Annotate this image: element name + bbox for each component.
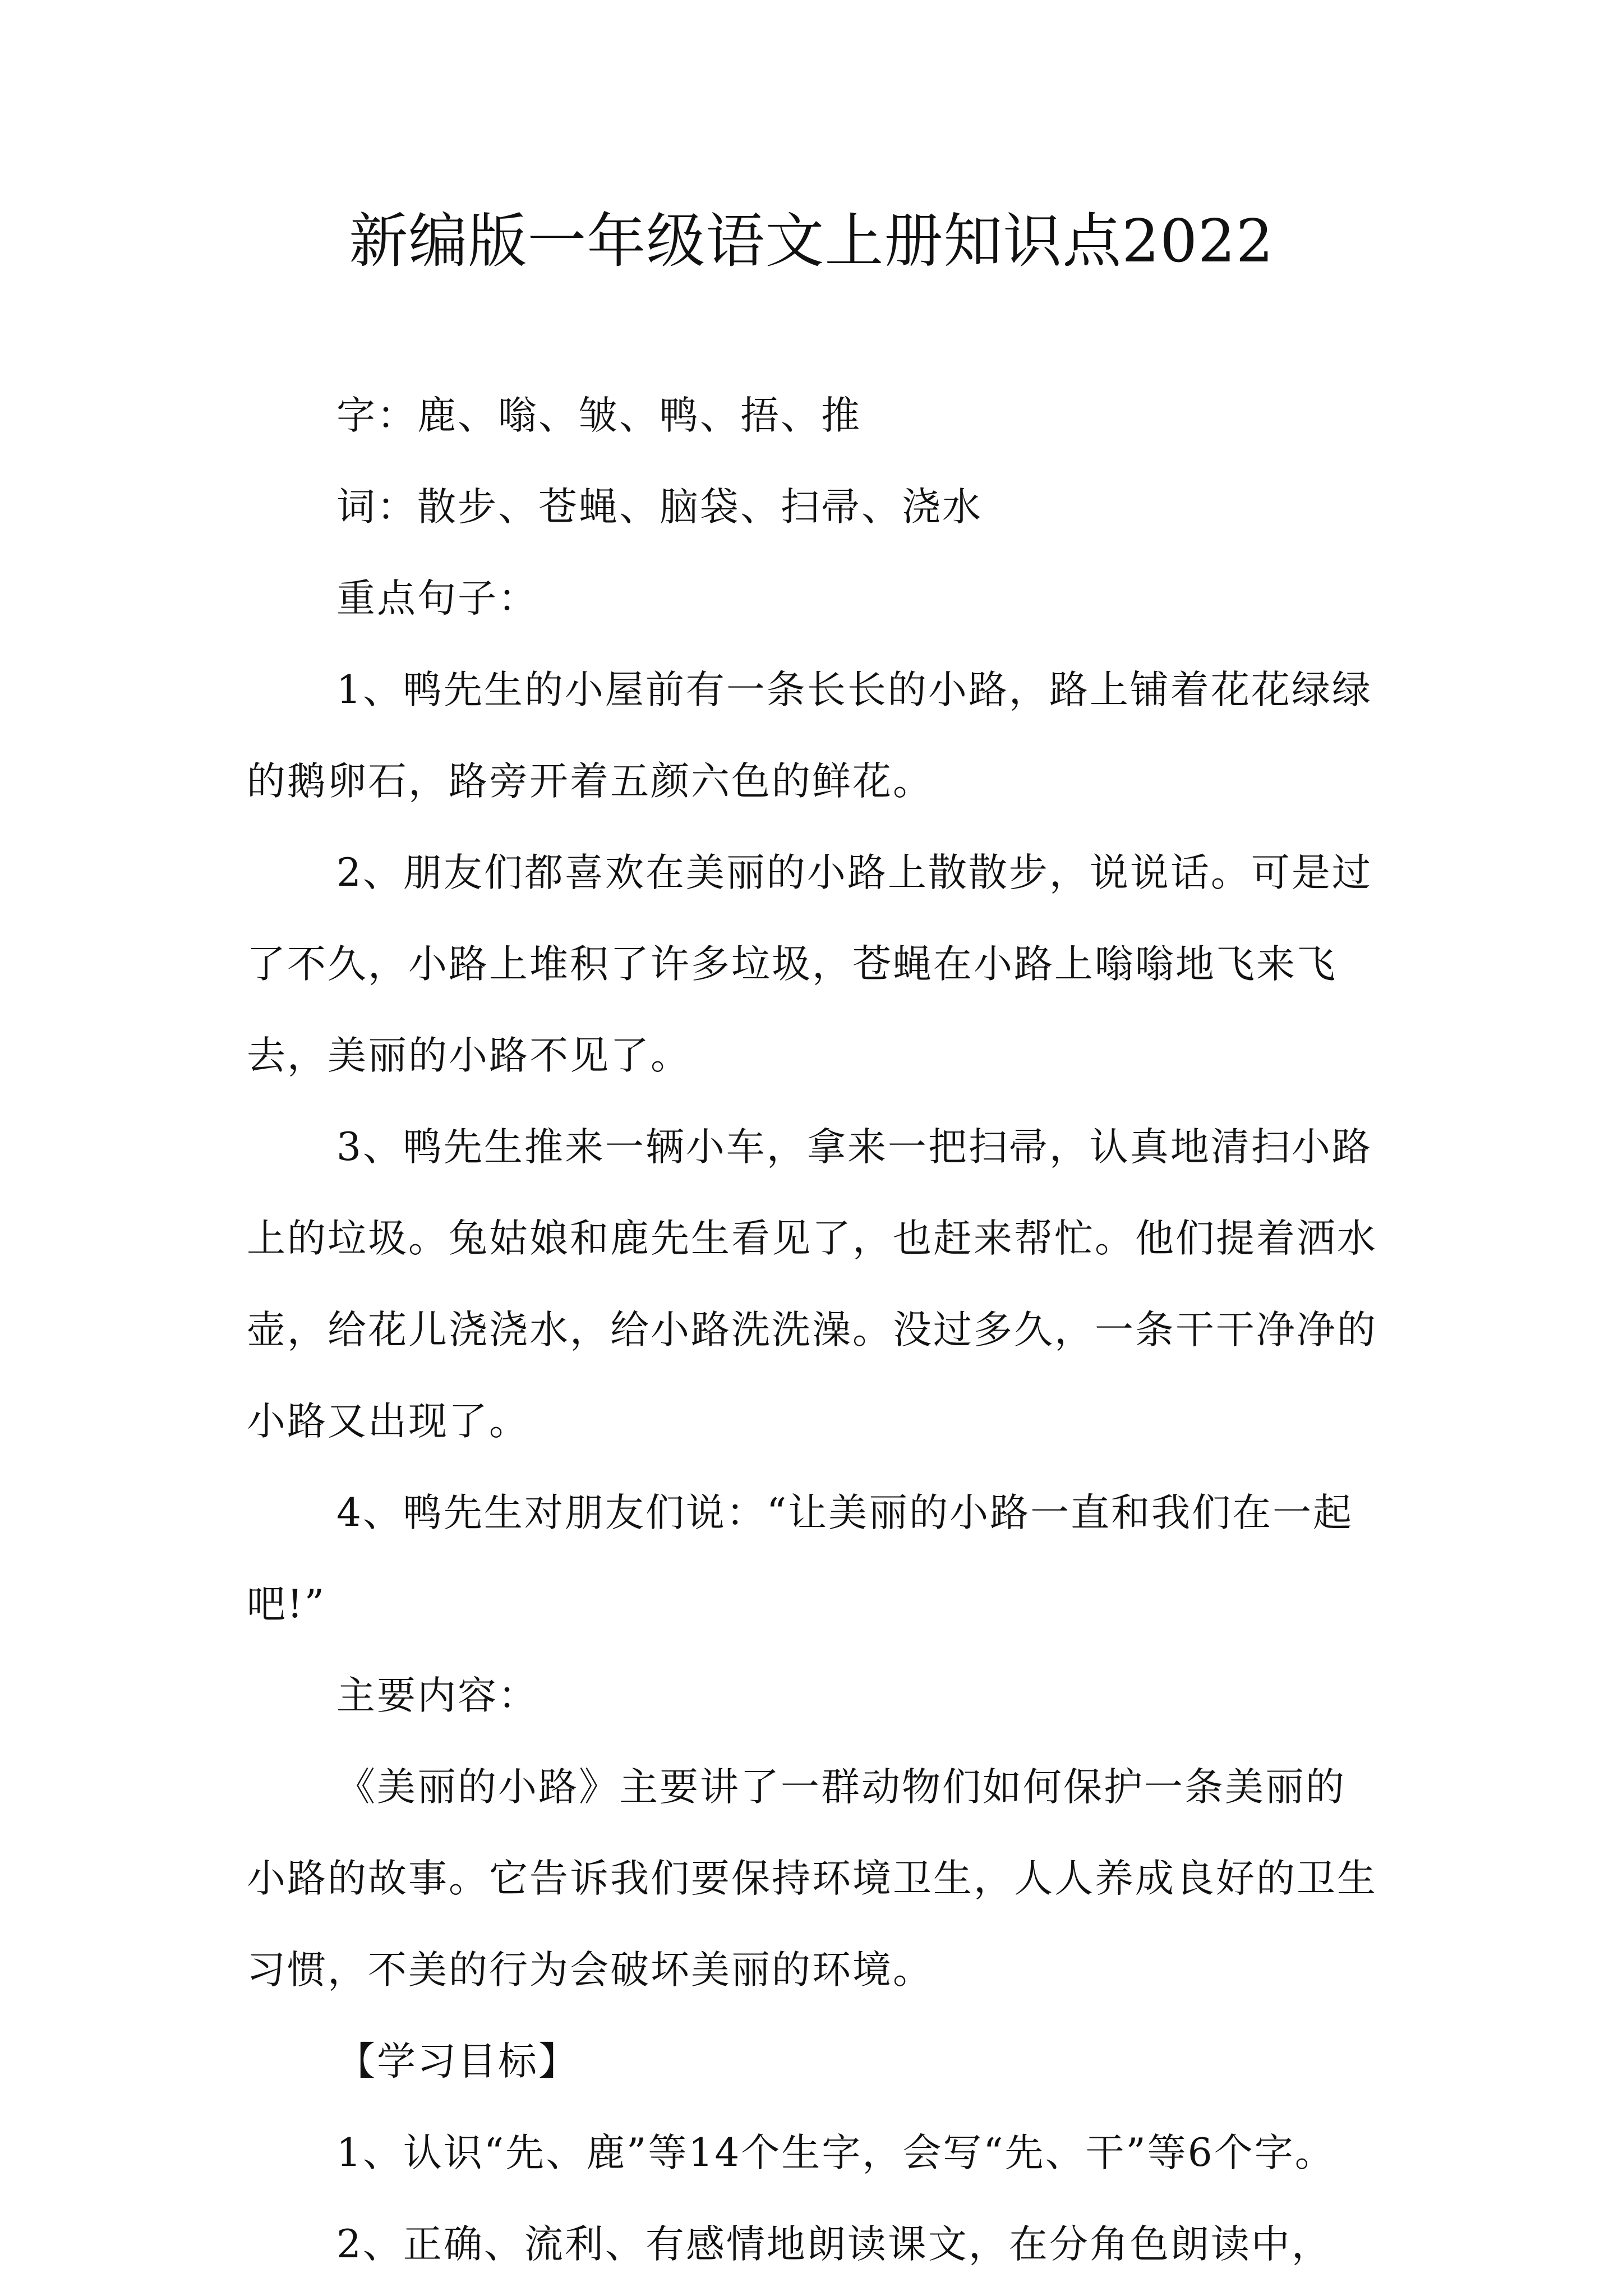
paragraph-sentence-3: 3、鸭先生推来一辆小车，拿来一把扫帚，认真地清扫小路上的垃圾。兔姑娘和鹿先生看见了，也赶来帮忙。他们提着洒水壶，给花儿浇浇水，给小路洗洗澡。没过多久，一条干干净净的小路又出现了。 xyxy=(247,1125,1377,1444)
paragraph-goal-1: 1、认识“先、鹿”等14个生字，会写“先、干”等6个字。 xyxy=(336,2131,1335,2175)
document-title: 新编版一年级语文上册知识点2022 xyxy=(349,207,1274,275)
document-body xyxy=(247,370,1380,2290)
paragraph-main-content: 《美丽的小路》主要讲了一群动物们如何保护一条美丽的小路的故事。它告诉我们要保持环境卫生，人人养成良好的卫生习惯，不美的行为会破坏美丽的环境。 xyxy=(247,1765,1377,1993)
heading-key-sentences: 重点句子： xyxy=(336,576,538,621)
heading-learning-goals: 【学习目标】 xyxy=(336,2039,579,2084)
paragraph-goal-2: 2、正确、流利、有感情地朗读课文，在分角色朗读中， xyxy=(336,2222,1332,2267)
heading-main-content: 主要内容： xyxy=(336,1673,538,1718)
paragraph-sentence-1: 1、鸭先生的小屋前有一条长长的小路，路上铺着花花绿绿的鹅卵石，路旁开着五颜六色的鲜花。 xyxy=(247,668,1372,804)
paragraph-characters: 字：鹿、嗡、皱、鸭、捂、推 xyxy=(336,393,861,438)
paragraph-sentence-2: 2、朋友们都喜欢在美丽的小路上散散步，说说话。可是过了不久，小路上堆积了许多垃圾，苍蝇在小路上嗡嗡地飞来飞去，美丽的小路不见了。 xyxy=(247,850,1372,1078)
paragraph-sentence-4: 4、鸭先生对朋友们说：“让美丽的小路一直和我们在一起吧!” xyxy=(247,1490,1354,1627)
paragraph-words: 词：散步、苍蝇、脑袋、扫帚、浇水 xyxy=(336,485,983,530)
